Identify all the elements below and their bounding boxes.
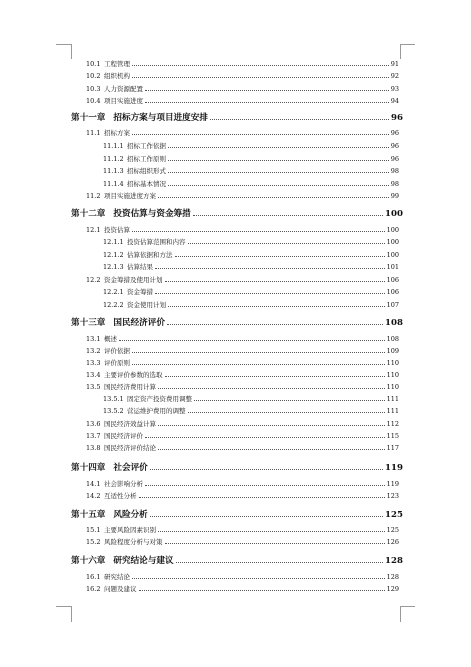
toc-entry[interactable] (86, 491, 399, 500)
toc-entry[interactable] (86, 479, 399, 488)
toc-entry[interactable] (86, 419, 399, 428)
toc-entry-title: 招标方案与项目进度安排 (113, 113, 208, 123)
toc-entry-number: 第十四章 (71, 463, 106, 473)
toc-page-number: 117 (386, 444, 399, 452)
toc-entry-number: 11.1.3 (103, 167, 124, 175)
toc-chapter-entry[interactable] (71, 554, 403, 566)
toc-page-number: 110 (386, 359, 399, 367)
toc-entry-title: 国民经济效益计算 (104, 420, 156, 428)
toc-entry-title: 国民经济评价结论 (104, 444, 156, 452)
toc-page-number: 100 (385, 209, 403, 219)
toc-page-number: 110 (386, 383, 399, 391)
toc-entry-number: 第十六章 (71, 556, 106, 566)
toc-entry[interactable] (86, 584, 399, 593)
toc-entry[interactable] (86, 59, 399, 68)
toc-dot-leader (168, 306, 385, 307)
toc-entry[interactable] (103, 262, 399, 271)
toc-page-number: 98 (390, 180, 399, 188)
toc-entry-title: 招标工作依据 (127, 142, 166, 150)
toc-entry-number: 10.3 (86, 85, 101, 93)
toc-dot-leader (194, 400, 385, 401)
toc-entry-title: 招标工作原则 (127, 155, 166, 163)
toc-dot-leader (188, 243, 385, 244)
toc-page-number: 128 (386, 573, 399, 581)
toc-entry-number: 第十三章 (71, 318, 106, 328)
toc-entry[interactable] (86, 346, 399, 355)
toc-page-number: 108 (386, 335, 399, 343)
toc-page-number: 106 (386, 288, 399, 296)
toc-entry[interactable] (86, 525, 399, 534)
toc-entry-number: 16.1 (86, 573, 101, 581)
toc-entry[interactable] (86, 572, 399, 581)
toc-dot-leader (132, 65, 389, 66)
toc-chapter-entry[interactable] (71, 111, 403, 123)
toc-page-number: 100 (386, 226, 399, 234)
toc-dot-leader (132, 134, 389, 135)
toc-entry-number: 13.4 (86, 371, 101, 379)
toc-entry[interactable] (103, 287, 399, 296)
toc-entry-title: 主要评价参数的选取 (104, 371, 163, 379)
toc-entry-title: 招标组织形式 (127, 167, 166, 175)
toc-entry-title: 招标基本情况 (127, 180, 166, 188)
toc-page-number: 111 (386, 407, 399, 415)
toc-entry[interactable] (86, 382, 399, 391)
toc-entry-number: 14.2 (86, 492, 101, 500)
toc-page-number: 98 (390, 167, 399, 175)
toc-entry-number: 10.4 (86, 97, 101, 105)
toc-entry-title: 资金使用计划 (127, 301, 166, 309)
toc-page-number: 100 (386, 238, 399, 246)
toc-page-number: 125 (385, 510, 403, 520)
toc-entry-title: 组织机构 (104, 72, 130, 80)
toc-page-number: 107 (386, 301, 399, 309)
toc-entry-number: 11.1.2 (103, 155, 124, 163)
toc-page-number: 101 (386, 263, 399, 271)
toc-entry-title: 估算依据和方法 (127, 251, 173, 259)
toc-entry-title: 概述 (104, 335, 117, 343)
toc-entry-title: 招标方案 (104, 129, 130, 137)
toc-page-number: 111 (386, 395, 399, 403)
crop-mark-bottom-left-v (71, 606, 72, 622)
crop-mark-top-right-h (400, 44, 415, 45)
toc-page-number: 93 (390, 85, 399, 93)
toc-page-number: 91 (390, 60, 399, 68)
toc-entry[interactable] (86, 431, 399, 440)
toc-entry-title: 估算结果 (127, 263, 153, 271)
toc-dot-leader (158, 531, 385, 532)
toc-entry[interactable] (103, 406, 399, 415)
toc-entry-title: 投资估算与资金筹措 (113, 209, 191, 219)
toc-entry-title: 问题及建议 (104, 585, 137, 593)
toc-entry-number: 12.2.1 (103, 288, 124, 296)
toc-dot-leader (132, 352, 385, 353)
toc-entry-number: 13.1 (86, 335, 101, 343)
toc-page-number: 94 (390, 97, 399, 105)
toc-entry-title: 工程管理 (104, 60, 130, 68)
toc-dot-leader (119, 340, 385, 341)
toc-dot-leader (139, 497, 385, 498)
toc-page-number: 112 (386, 420, 399, 428)
toc-dot-leader (158, 197, 389, 198)
toc-page-number: 128 (385, 556, 403, 566)
toc-dot-leader (168, 185, 389, 186)
toc-page-number: 125 (386, 526, 399, 534)
crop-mark-bottom-right-v (400, 606, 401, 622)
toc-page-number: 109 (386, 347, 399, 355)
toc-entry-number: 15.2 (86, 538, 101, 546)
toc-entry[interactable] (86, 370, 399, 379)
toc-dot-leader (165, 376, 385, 377)
toc-dot-leader (168, 147, 389, 148)
crop-mark-top-right-v (400, 44, 401, 59)
toc-dot-leader (132, 364, 385, 365)
toc-chapter-entry[interactable] (71, 207, 403, 219)
toc-entry[interactable] (86, 334, 399, 343)
toc-entry-title: 研究结论 (104, 573, 130, 581)
toc-entry[interactable] (103, 141, 399, 150)
toc-entry[interactable] (103, 154, 399, 163)
toc-dot-leader (168, 160, 389, 161)
toc-entry[interactable] (103, 237, 399, 246)
toc-entry-number: 13.7 (86, 432, 101, 440)
toc-dot-leader (158, 425, 385, 426)
toc-entry-title: 项目实施进度 (104, 97, 143, 105)
toc-dot-leader (145, 102, 389, 103)
toc-page-number: 96 (391, 113, 403, 123)
toc-entry[interactable] (86, 225, 399, 234)
toc-entry[interactable] (86, 128, 399, 137)
toc-entry-title: 评价原则 (104, 359, 130, 367)
toc-entry-title: 主要风险因素识别 (104, 526, 156, 534)
toc-entry-number: 16.2 (86, 585, 101, 593)
toc-entry-title: 评价依据 (104, 347, 130, 355)
toc-page-number: 129 (386, 585, 399, 593)
toc-dot-leader (145, 90, 389, 91)
toc-entry-title: 投资估算范围和内容 (127, 238, 186, 246)
toc-chapter-entry[interactable] (71, 316, 403, 328)
toc-page-number: 96 (390, 129, 399, 137)
toc-entry-title: 资金筹措 (127, 288, 153, 296)
toc-entry-number: 10.1 (86, 60, 101, 68)
toc-dot-leader (132, 77, 389, 78)
toc-entry-title: 社会评价 (113, 463, 148, 473)
toc-entry-number: 12.1.1 (103, 238, 124, 246)
crop-mark-bottom-right-h (400, 606, 415, 607)
toc-dot-leader (145, 437, 385, 438)
toc-dot-leader (132, 578, 385, 579)
crop-mark-top-left-h (56, 44, 71, 45)
toc-entry-number: 13.2 (86, 347, 101, 355)
toc-entry-number: 13.3 (86, 359, 101, 367)
toc-dot-leader (155, 293, 385, 294)
toc-page-number: 96 (390, 142, 399, 150)
toc-entry-number: 11.1.4 (103, 180, 124, 188)
toc-dot-leader (158, 449, 385, 450)
toc-dot-leader (168, 172, 389, 173)
toc-dot-leader (176, 562, 383, 563)
toc-entry-number: 10.2 (86, 72, 101, 80)
toc-entry-number: 13.5.2 (103, 407, 124, 415)
toc-page-number: 106 (386, 276, 399, 284)
toc-entry[interactable] (103, 394, 399, 403)
toc-entry[interactable] (86, 275, 399, 284)
toc-entry-number: 12.2 (86, 276, 101, 284)
toc-page-number: 110 (386, 371, 399, 379)
toc-dot-leader (188, 412, 385, 413)
toc-page-number: 100 (386, 251, 399, 259)
toc-dot-leader (165, 543, 385, 544)
toc-page-number: 123 (386, 492, 399, 500)
toc-entry-number: 12.1.3 (103, 263, 124, 271)
toc-entry-number: 12.1 (86, 226, 101, 234)
toc-entry-number: 13.8 (86, 444, 101, 452)
toc-entry-number: 11.1.1 (103, 142, 124, 150)
toc-entry-number: 12.2.2 (103, 301, 124, 309)
toc-entry-number: 13.5 (86, 383, 101, 391)
toc-page-number: 99 (390, 192, 399, 200)
toc-entry-title: 固定资产投资费用调整 (127, 395, 192, 403)
toc-dot-leader (158, 388, 385, 389)
toc-dot-leader (165, 281, 385, 282)
toc-entry[interactable] (103, 250, 399, 259)
toc-entry[interactable] (86, 537, 399, 546)
toc-page-number: 96 (390, 155, 399, 163)
toc-dot-leader (155, 268, 385, 269)
toc-entry-title: 国民经济费用计算 (104, 383, 156, 391)
crop-mark-bottom-left-h (56, 606, 71, 607)
toc-entry[interactable] (86, 96, 399, 105)
toc-page-number: 119 (386, 480, 399, 488)
crop-mark-top-left-v (71, 44, 72, 59)
toc-dot-leader (193, 215, 383, 216)
toc-entry-number: 13.6 (86, 420, 101, 428)
toc-chapter-entry[interactable] (71, 461, 403, 473)
toc-entry[interactable] (86, 71, 399, 80)
toc-entry-title: 人力资源配置 (104, 85, 143, 93)
toc-page-number: 92 (390, 72, 399, 80)
toc-entry[interactable] (86, 191, 399, 200)
toc-dot-leader (150, 516, 383, 517)
toc-entry-title: 国民经济评价 (113, 318, 165, 328)
toc-entry[interactable] (86, 358, 399, 367)
toc-page-number: 108 (385, 318, 403, 328)
toc-entry-number: 11.2 (86, 192, 101, 200)
toc-entry[interactable] (86, 84, 399, 93)
toc-page-number: 119 (385, 463, 403, 473)
toc-entry-title: 项目实施进度方案 (104, 192, 156, 200)
toc-entry-number: 13.5.1 (103, 395, 124, 403)
toc-entry[interactable] (86, 443, 399, 452)
toc-entry-title: 风险程度分析与对策 (104, 538, 163, 546)
toc-dot-leader (210, 119, 389, 120)
toc-dot-leader (145, 485, 385, 486)
toc-dot-leader (132, 231, 385, 232)
toc-entry-number: 11.1 (86, 129, 101, 137)
toc-entry-number: 14.1 (86, 480, 101, 488)
toc-dot-leader (139, 590, 385, 591)
toc-entry-number: 15.1 (86, 526, 101, 534)
toc-page-number: 115 (386, 432, 399, 440)
toc-chapter-entry[interactable] (71, 508, 403, 520)
toc-page-number: 126 (386, 538, 399, 546)
toc-entry-title: 风险分析 (113, 510, 148, 520)
toc-dot-leader (150, 469, 383, 470)
toc-dot-leader (175, 256, 385, 257)
toc-entry-title: 营运维护费用的调整 (127, 407, 186, 415)
toc-entry-number: 12.1.2 (103, 251, 124, 259)
toc-entry-number: 第十二章 (71, 209, 106, 219)
toc-entry-title: 社会影响分析 (104, 480, 143, 488)
toc-entry-number: 第十五章 (71, 510, 106, 520)
toc-entry[interactable] (103, 300, 399, 309)
toc-entry-title: 资金筹措及使用计划 (104, 276, 163, 284)
toc-entry-title: 投资估算 (104, 226, 130, 234)
toc-entry[interactable] (103, 166, 399, 175)
toc-entry-title: 互适性分析 (104, 492, 137, 500)
toc-entry-title: 研究结论与建议 (113, 556, 174, 566)
toc-entry-title: 国民经济评价 (104, 432, 143, 440)
toc-entry-number: 第十一章 (71, 113, 106, 123)
toc-dot-leader (167, 324, 383, 325)
toc-entry[interactable] (103, 179, 399, 188)
